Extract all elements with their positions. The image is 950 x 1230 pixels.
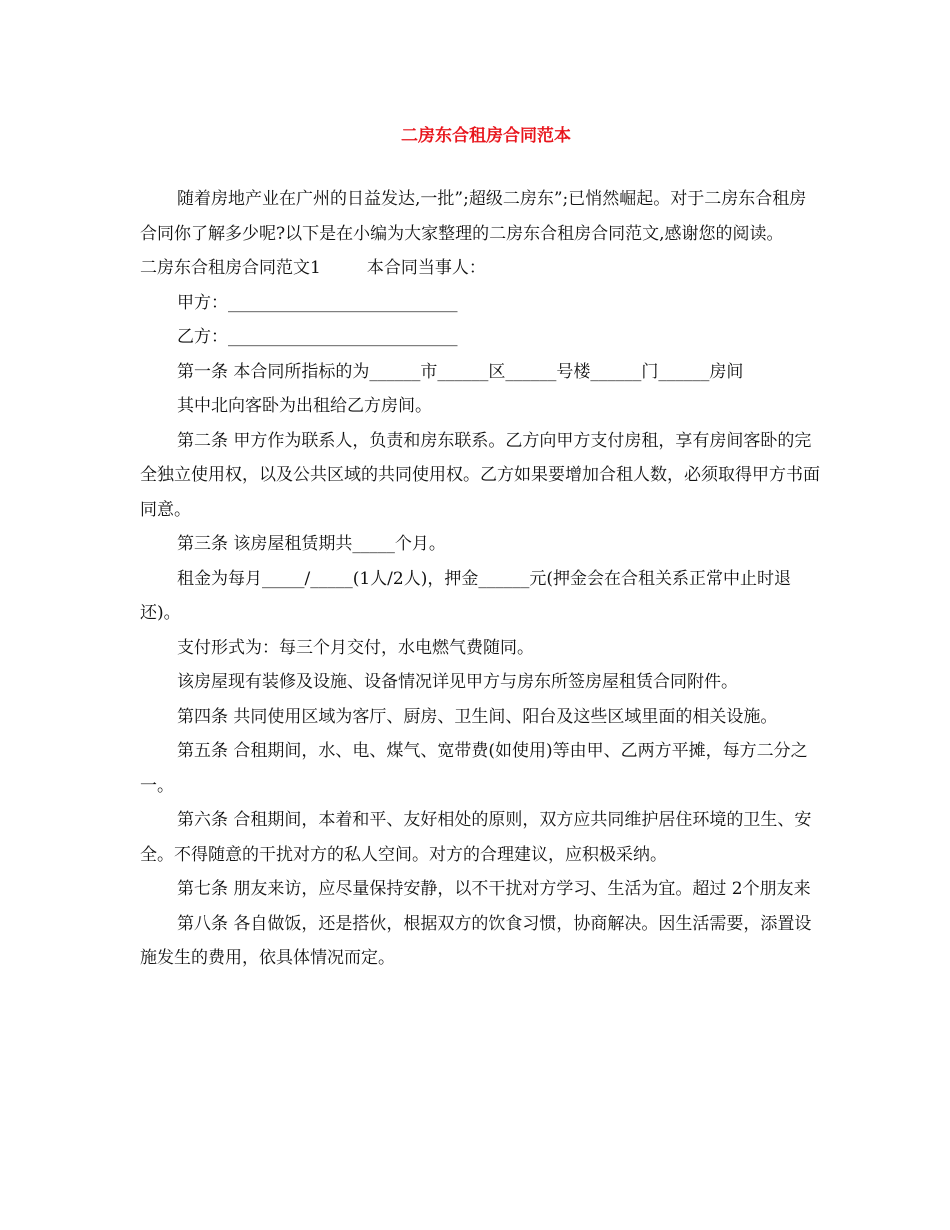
clause-5: 第五条 合租期间，水、电、煤气、宽带费(如使用)等由甲、乙两方平摊，每方二分之一。 [140, 741, 808, 796]
section-heading: 二房东合租房合同范文1 [140, 258, 321, 278]
document-title: 二房东合租房合同范本 [401, 126, 571, 146]
clause-1-line-2: 其中北向客卧为出租给乙方房间。 [177, 396, 432, 416]
clause-4: 第四条 共同使用区域为客厅、厨房、卫生间、阳台及这些区域里面的相关设施。 [177, 706, 778, 727]
parties-label: 本合同当事人： [366, 258, 486, 278]
clause-2: 第二条 甲方作为联系人，负责和房东联系。乙方向甲方支付房租，享有房间客卧的完全独立使用权，以及公共区域的共同使用权。乙方如果要增加合租人数，必须取得甲方书面同意。 [140, 430, 820, 520]
section-heading-row [140, 251, 822, 286]
clause-1-line-1: 第一条 本合同所指标的为______市______区______号楼______门______房间 [177, 361, 744, 382]
party-a-line: 甲方：___________________________ [177, 292, 458, 313]
clause-3: 第三条 该房屋租赁期共_____个月。 [177, 534, 446, 554]
fixtures-paragraph: 该房屋现有装修及设施、设备情况详见甲方与房东所签房屋租赁合同附件。 [177, 672, 738, 692]
clause-6: 第六条 合租期间，本着和平、友好相处的原则，双方应共同维护居住环境的卫生、安全。不得随意的干扰对方的私人空间。对方的合理建议，应积极采纳。 [140, 810, 812, 865]
payment-paragraph: 支付形式为：每三个月交付，水电燃气费随同。 [177, 637, 534, 658]
clause-7: 第七条 朋友来访，应尽量保持安静，以不干扰对方学习、生活为宜。超过 2个朋友来 [177, 879, 811, 899]
party-b-line: 乙方：___________________________ [177, 327, 458, 347]
clause-8: 第八条 各自做饭，还是搭伙，根据双方的饮食习惯，协商解决。因生活需要，添置设施发生的费用，依具体情况而定。 [140, 913, 812, 968]
intro-paragraph: 随着房地产业在广州的日益发达,一批”;超级二房东”;已悄然崛起。对于二房东合租房合同你了解多少呢?以下是在小编为大家整理的二房东合租房合同范文,感谢您的阅读。 [140, 189, 807, 244]
rent-paragraph: 租金为每月_____/_____(1人/2人)，押金______元(押金会在合租关系正常中止时退还)。 [140, 568, 791, 623]
